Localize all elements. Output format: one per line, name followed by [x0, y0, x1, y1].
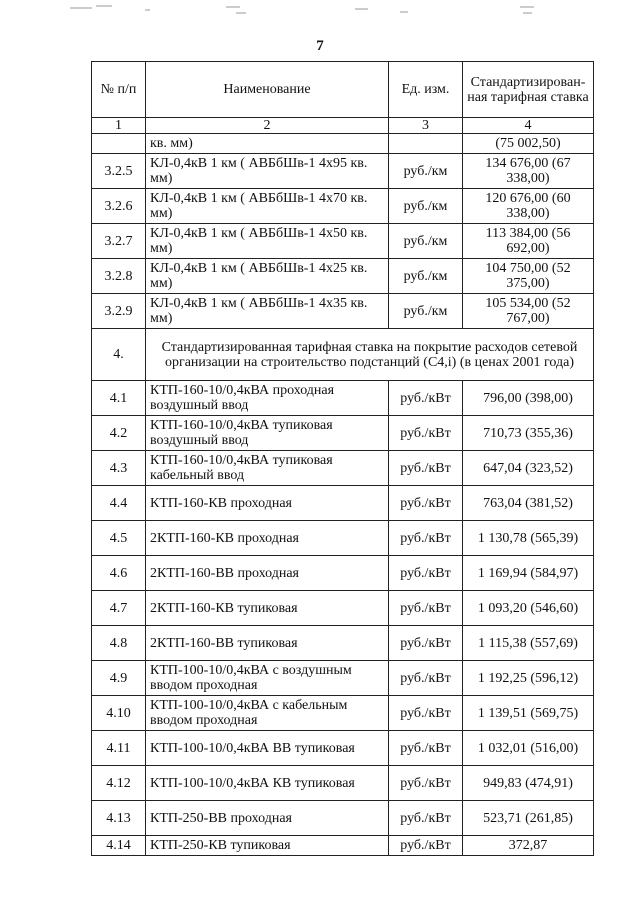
row-rate: 1 169,94 (584,97): [463, 556, 594, 591]
row-num: 4.10: [92, 696, 146, 731]
row-rate: 113 384,00 (56 692,00): [463, 224, 594, 259]
row-unit: руб./км: [389, 189, 463, 224]
row-num: 4.11: [92, 731, 146, 766]
row-name: КТП-250-ВВ проходная: [146, 801, 389, 836]
row-name: 2КТП-160-КВ тупиковая: [146, 591, 389, 626]
row-num: 4.2: [92, 416, 146, 451]
row-unit: руб./кВт: [389, 591, 463, 626]
row-rate: 1 139,51 (569,75): [463, 696, 594, 731]
col-number: 4: [463, 118, 594, 134]
row-name: 2КТП-160-ВВ тупиковая: [146, 626, 389, 661]
col-number: 1: [92, 118, 146, 134]
table-row: [92, 189, 594, 224]
row-rate: 647,04 (323,52): [463, 451, 594, 486]
table-row: [92, 696, 594, 731]
row-rate: 372,87: [463, 836, 594, 856]
row-num: 4.14: [92, 836, 146, 856]
header-num: № п/п: [92, 62, 146, 118]
col-number: 2: [146, 118, 389, 134]
table-row: [92, 224, 594, 259]
table-row: [92, 294, 594, 329]
row-unit: [389, 134, 463, 154]
row-name: КТП-250-КВ тупиковая: [146, 836, 389, 856]
row-unit: руб./км: [389, 294, 463, 329]
row-name: КТП-160-10/0,4кВА тупиковая воздушный ввод: [146, 416, 389, 451]
section-num: 4.: [92, 329, 146, 381]
scan-artifact-marks: [0, 0, 640, 20]
row-name: КТП-160-10/0,4кВА тупиковая кабельный ввод: [146, 451, 389, 486]
section-row: [92, 329, 594, 381]
row-num: [92, 134, 146, 154]
tariff-table: [91, 61, 594, 856]
table-row: [92, 451, 594, 486]
row-name: КЛ-0,4кВ 1 км ( АВБбШв-1 4х35 кв. мм): [146, 294, 389, 329]
row-rate: 710,73 (355,36): [463, 416, 594, 451]
row-unit: руб./кВт: [389, 836, 463, 856]
row-unit: руб./кВт: [389, 766, 463, 801]
table-row: [92, 766, 594, 801]
row-unit: руб./км: [389, 259, 463, 294]
table-row: [92, 556, 594, 591]
table-row: [92, 521, 594, 556]
table-row: [92, 661, 594, 696]
row-rate: 105 534,00 (52 767,00): [463, 294, 594, 329]
page-number: 7: [316, 38, 324, 54]
row-rate: 104 750,00 (52 375,00): [463, 259, 594, 294]
row-rate: (75 002,50): [463, 134, 594, 154]
row-unit: руб./кВт: [389, 731, 463, 766]
row-num: 4.4: [92, 486, 146, 521]
table-row: [92, 731, 594, 766]
row-unit: руб./кВт: [389, 381, 463, 416]
row-name: кв. мм): [146, 134, 389, 154]
row-num: 4.5: [92, 521, 146, 556]
row-num: 3.2.7: [92, 224, 146, 259]
table-row: [92, 259, 594, 294]
row-unit: руб./кВт: [389, 486, 463, 521]
row-rate: 523,71 (261,85): [463, 801, 594, 836]
row-unit: руб./кВт: [389, 801, 463, 836]
row-name: 2КТП-160-ВВ проходная: [146, 556, 389, 591]
col-number: 3: [389, 118, 463, 134]
row-unit: руб./кВт: [389, 626, 463, 661]
row-num: 3.2.6: [92, 189, 146, 224]
row-num: 4.13: [92, 801, 146, 836]
table-row: [92, 381, 594, 416]
row-unit: руб./кВт: [389, 451, 463, 486]
row-name: КЛ-0,4кВ 1 км ( АВБбШв-1 4х95 кв. мм): [146, 154, 389, 189]
row-unit: руб./кВт: [389, 661, 463, 696]
header-name: Наименование: [146, 62, 389, 118]
row-name: КЛ-0,4кВ 1 км ( АВБбШв-1 4х70 кв. мм): [146, 189, 389, 224]
row-name: КТП-100-10/0,4кВА КВ тупиковая: [146, 766, 389, 801]
row-unit: руб./кВт: [389, 696, 463, 731]
row-rate: 120 676,00 (60 338,00): [463, 189, 594, 224]
row-rate: 1 130,78 (565,39): [463, 521, 594, 556]
row-rate: 1 032,01 (516,00): [463, 731, 594, 766]
row-rate: 1 115,38 (557,69): [463, 626, 594, 661]
row-name: КТП-160-КВ проходная: [146, 486, 389, 521]
row-name: КТП-100-10/0,4кВА ВВ тупиковая: [146, 731, 389, 766]
row-name: КТП-100-10/0,4кВА с воздушным вводом проходная: [146, 661, 389, 696]
row-num: 4.3: [92, 451, 146, 486]
table-row: [92, 154, 594, 189]
row-name: КТП-100-10/0,4кВА с кабельным вводом проходная: [146, 696, 389, 731]
row-unit: руб./кВт: [389, 521, 463, 556]
row-num: 4.1: [92, 381, 146, 416]
table-row: [92, 591, 594, 626]
row-rate: 1 093,20 (546,60): [463, 591, 594, 626]
row-num: 4.6: [92, 556, 146, 591]
row-num: 3.2.5: [92, 154, 146, 189]
table-row: [92, 134, 594, 154]
table-row: [92, 836, 594, 856]
row-num: 4.12: [92, 766, 146, 801]
row-unit: руб./кВт: [389, 556, 463, 591]
row-rate: 796,00 (398,00): [463, 381, 594, 416]
row-rate: 1 192,25 (596,12): [463, 661, 594, 696]
table-header-row: [92, 62, 594, 118]
row-unit: руб./кВт: [389, 416, 463, 451]
row-rate: 763,04 (381,52): [463, 486, 594, 521]
header-unit: Ед. изм.: [389, 62, 463, 118]
row-rate: 949,83 (474,91): [463, 766, 594, 801]
row-num: 3.2.9: [92, 294, 146, 329]
row-rate: 134 676,00 (67 338,00): [463, 154, 594, 189]
table-row: [92, 626, 594, 661]
table-row: [92, 801, 594, 836]
row-num: 4.8: [92, 626, 146, 661]
row-unit: руб./км: [389, 224, 463, 259]
row-num: 4.9: [92, 661, 146, 696]
row-name: КТП-160-10/0,4кВА проходная воздушный ввод: [146, 381, 389, 416]
header-rate: Стандартизирован-ная тарифная ставка: [463, 62, 594, 118]
section-title: Стандартизированная тарифная ставка на покрытие расходов сетевой организации на строительство подстанций (С4,i) (в ценах 2001 года): [146, 329, 594, 381]
column-number-row: [92, 118, 594, 134]
row-num: 4.7: [92, 591, 146, 626]
row-name: 2КТП-160-КВ проходная: [146, 521, 389, 556]
row-num: 3.2.8: [92, 259, 146, 294]
table-row: [92, 486, 594, 521]
row-unit: руб./км: [389, 154, 463, 189]
row-name: КЛ-0,4кВ 1 км ( АВБбШв-1 4х50 кв. мм): [146, 224, 389, 259]
table-row: [92, 416, 594, 451]
row-name: КЛ-0,4кВ 1 км ( АВБбШв-1 4х25 кв. мм): [146, 259, 389, 294]
